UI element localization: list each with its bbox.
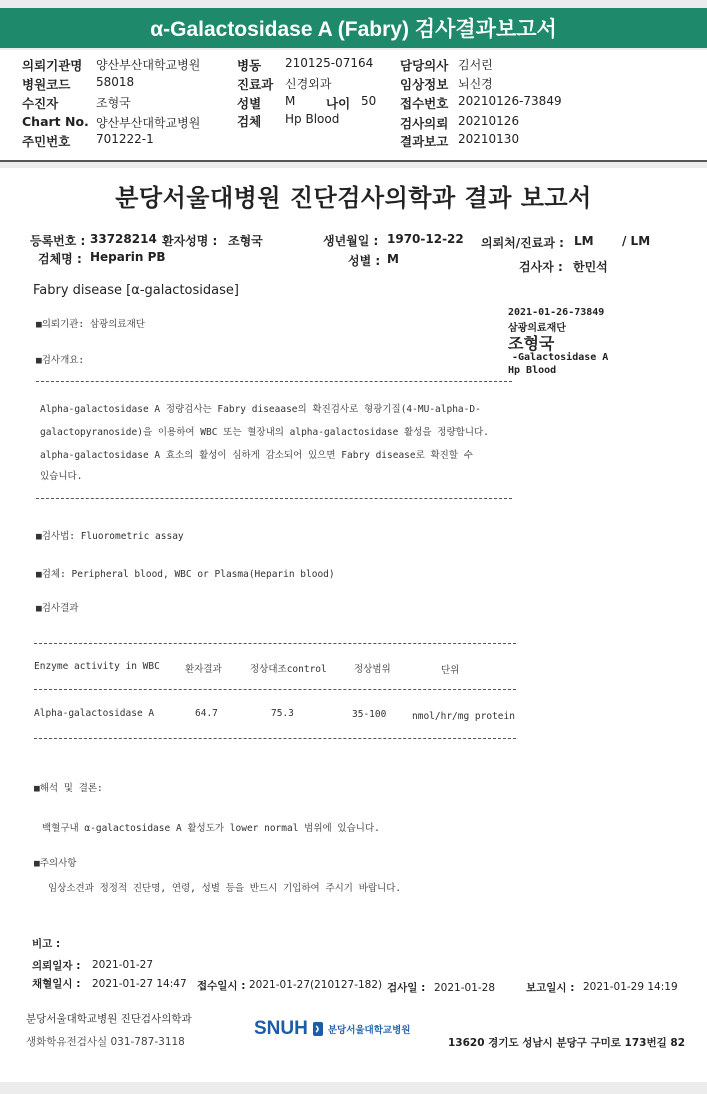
label-age: 나이 bbox=[326, 96, 351, 111]
label-hospital-code: 병원코드 bbox=[22, 77, 71, 92]
reg-no-label: 등록번호 : bbox=[30, 234, 86, 248]
snuh-logo-text: SNUH bbox=[254, 1018, 308, 1039]
overview-line-1: Alpha-galactosidase A 정량검사는 Fabry diseaase의 확진검사로 형광기질(4-MU-alpha-D- bbox=[40, 404, 481, 415]
value-specimen: Hp Blood bbox=[285, 112, 340, 126]
value-hospital-code: 58018 bbox=[96, 75, 135, 89]
stamp-test: -Galactosidase A bbox=[512, 352, 609, 363]
receipt-label: 접수일시 : bbox=[197, 980, 246, 992]
collect-value: 2021-01-27 14:47 bbox=[92, 978, 187, 990]
test-date-value: 2021-01-28 bbox=[434, 982, 496, 994]
table-header-range: 정상범위 bbox=[354, 664, 391, 675]
table-cell-control: 75.3 bbox=[271, 708, 294, 719]
stamp-lab-name: 삼광의료재단 bbox=[508, 323, 566, 334]
value-chart-no: 양산부산대학교병원 bbox=[96, 116, 201, 130]
value-department: 신경외과 bbox=[285, 77, 332, 91]
value-resident-no: 701222-1 bbox=[96, 132, 154, 146]
label-test-request: 검사의뢰 bbox=[400, 116, 449, 131]
table-header-control: 정상대조control bbox=[250, 664, 327, 675]
label-physician: 담당의사 bbox=[400, 58, 449, 73]
value-test-request: 20210126 bbox=[458, 114, 520, 128]
value-receipt-no: 20210126-73849 bbox=[458, 94, 562, 108]
label-specimen: 검체 bbox=[237, 114, 262, 129]
section-interpretation: ■해석 및 결론: bbox=[34, 783, 103, 794]
label-institution: 의뢰기관명 bbox=[22, 58, 83, 73]
section-notice: ■주의사항 bbox=[34, 858, 77, 869]
table-header-enzyme: Enzyme activity in WBC bbox=[34, 661, 160, 672]
section-overview: ■검사개요: bbox=[36, 355, 85, 366]
req-date-label: 의뢰일자 : bbox=[32, 960, 81, 972]
specimen-label: 검체명 : bbox=[38, 252, 82, 266]
examiner-value: 한민석 bbox=[573, 260, 608, 274]
table-cell-range: 35-100 bbox=[352, 709, 387, 720]
table-header-rule bbox=[34, 689, 516, 690]
label-sex: 성별 bbox=[237, 96, 262, 111]
patient-name-value: 조형국 bbox=[228, 234, 263, 248]
note-label: 비고 : bbox=[32, 938, 61, 950]
stamp-patient-name: 조형국 bbox=[508, 334, 555, 353]
value-sex: M bbox=[285, 94, 296, 108]
snuh-logo bbox=[254, 1018, 410, 1040]
snuh-logo-subtitle: 분당서울대학교병원 bbox=[327, 1025, 411, 1036]
label-resident-no: 주민번호 bbox=[22, 134, 71, 149]
footer-address: 13620 경기도 성남시 분당구 구미로 173번길 82 bbox=[448, 1037, 685, 1049]
sex-label: 성별 : bbox=[348, 254, 381, 268]
label-receipt-no: 접수번호 bbox=[400, 96, 449, 111]
report-date-value: 2021-01-29 14:19 bbox=[583, 981, 678, 993]
snuh-emblem-icon bbox=[312, 1021, 324, 1037]
value-patient: 조형국 bbox=[96, 96, 131, 110]
table-cell-patient-result: 64.7 bbox=[195, 708, 218, 719]
test-name: Fabry disease [α-galactosidase] bbox=[33, 283, 239, 298]
footer-org: 분당서울대학교병원 진단검사의학과 bbox=[26, 1013, 192, 1025]
label-result-report: 결과보고 bbox=[400, 134, 449, 149]
divider bbox=[36, 498, 512, 499]
divider bbox=[36, 381, 512, 382]
section-result: ■검사결과 bbox=[36, 603, 79, 614]
label-department: 진료과 bbox=[237, 77, 274, 92]
section-institution: ■의뢰기관: 삼광의료재단 bbox=[36, 319, 145, 330]
receipt-value: 2021-01-27(210127-182) bbox=[249, 979, 383, 991]
reg-no-value: 33728214 bbox=[90, 232, 157, 246]
test-date-label: 검사일 : bbox=[387, 982, 426, 994]
dept-value-b: / LM bbox=[622, 234, 651, 248]
overview-line-4: 있습니다. bbox=[40, 471, 83, 482]
examiner-label: 검사자 : bbox=[519, 260, 563, 274]
table-header-patient: 환자결과 bbox=[185, 664, 222, 675]
overview-line-3: alpha-galactosidase A 효소의 활성이 심하게 감소되어 있으면 Fabry disease로 확진할 수 bbox=[40, 450, 473, 461]
collect-label: 채혈일시 : bbox=[32, 978, 81, 990]
summary-header bbox=[0, 50, 707, 162]
dob-value: 1970-12-22 bbox=[387, 232, 464, 246]
value-result-report: 20210130 bbox=[458, 132, 520, 146]
lab-report-page bbox=[0, 168, 707, 1082]
table-cell-analyte: Alpha-galactosidase A bbox=[34, 708, 155, 719]
value-age: 50 bbox=[361, 94, 377, 108]
table-cell-unit: nmol/hr/mg protein bbox=[412, 711, 515, 722]
dept-label: 의뢰처/진료과 : bbox=[481, 236, 564, 250]
value-physician: 김서린 bbox=[458, 58, 493, 72]
value-clinical-info: 뇌신경 bbox=[458, 77, 493, 91]
value-institution: 양산부산대학교병원 bbox=[96, 58, 201, 72]
stamp-receipt-no: 2021-01-26-73849 bbox=[508, 307, 605, 318]
specimen-value: Heparin PB bbox=[90, 250, 166, 264]
label-ward: 병동 bbox=[237, 58, 262, 73]
section-sample: ■검체: Peripheral blood, WBC or Plasma(Heparin blood) bbox=[36, 569, 335, 580]
dept-value-a: LM bbox=[574, 234, 594, 248]
patient-name-label: 환자성명 : bbox=[162, 234, 218, 248]
report-date-label: 보고일시 : bbox=[526, 982, 575, 994]
table-top-rule bbox=[34, 643, 516, 644]
footer-lab-phone: 생화학유전검사실 031-787-3118 bbox=[26, 1036, 185, 1048]
table-header-unit: 단위 bbox=[441, 665, 460, 676]
notice-text: 임상소견과 정정적 진단명, 연령, 성별 등을 반드시 기입하여 주시기 바랍니다. bbox=[48, 883, 402, 894]
table-bottom-rule bbox=[34, 738, 516, 739]
req-date-value: 2021-01-27 bbox=[92, 959, 154, 971]
stamp-specimen: Hp Blood bbox=[508, 365, 557, 376]
label-clinical-info: 임상정보 bbox=[400, 77, 449, 92]
report-title: 분당서울대병원 진단검사의학과 결과 보고서 bbox=[115, 184, 592, 212]
overview-line-2: galactopyranoside)을 이용하여 WBC 또는 혈장내의 alpha-galactosidase 활성을 정량합니다. bbox=[40, 427, 489, 438]
label-chart-no: Chart No. bbox=[22, 114, 89, 129]
interpretation-text: 백혈구내 α-galactosidase A 활성도가 lower normal 범위에 있습니다. bbox=[42, 823, 380, 834]
sex-value: M bbox=[387, 252, 399, 266]
report-banner-title: α-Galactosidase A (Fabry) 검사결과보고서 bbox=[0, 8, 707, 48]
dob-label: 생년월일 : bbox=[323, 234, 379, 248]
value-ward: 210125-07164 bbox=[285, 56, 374, 70]
label-patient: 수진자 bbox=[22, 96, 59, 111]
section-method: ■검사법: Fluorometric assay bbox=[36, 531, 184, 542]
